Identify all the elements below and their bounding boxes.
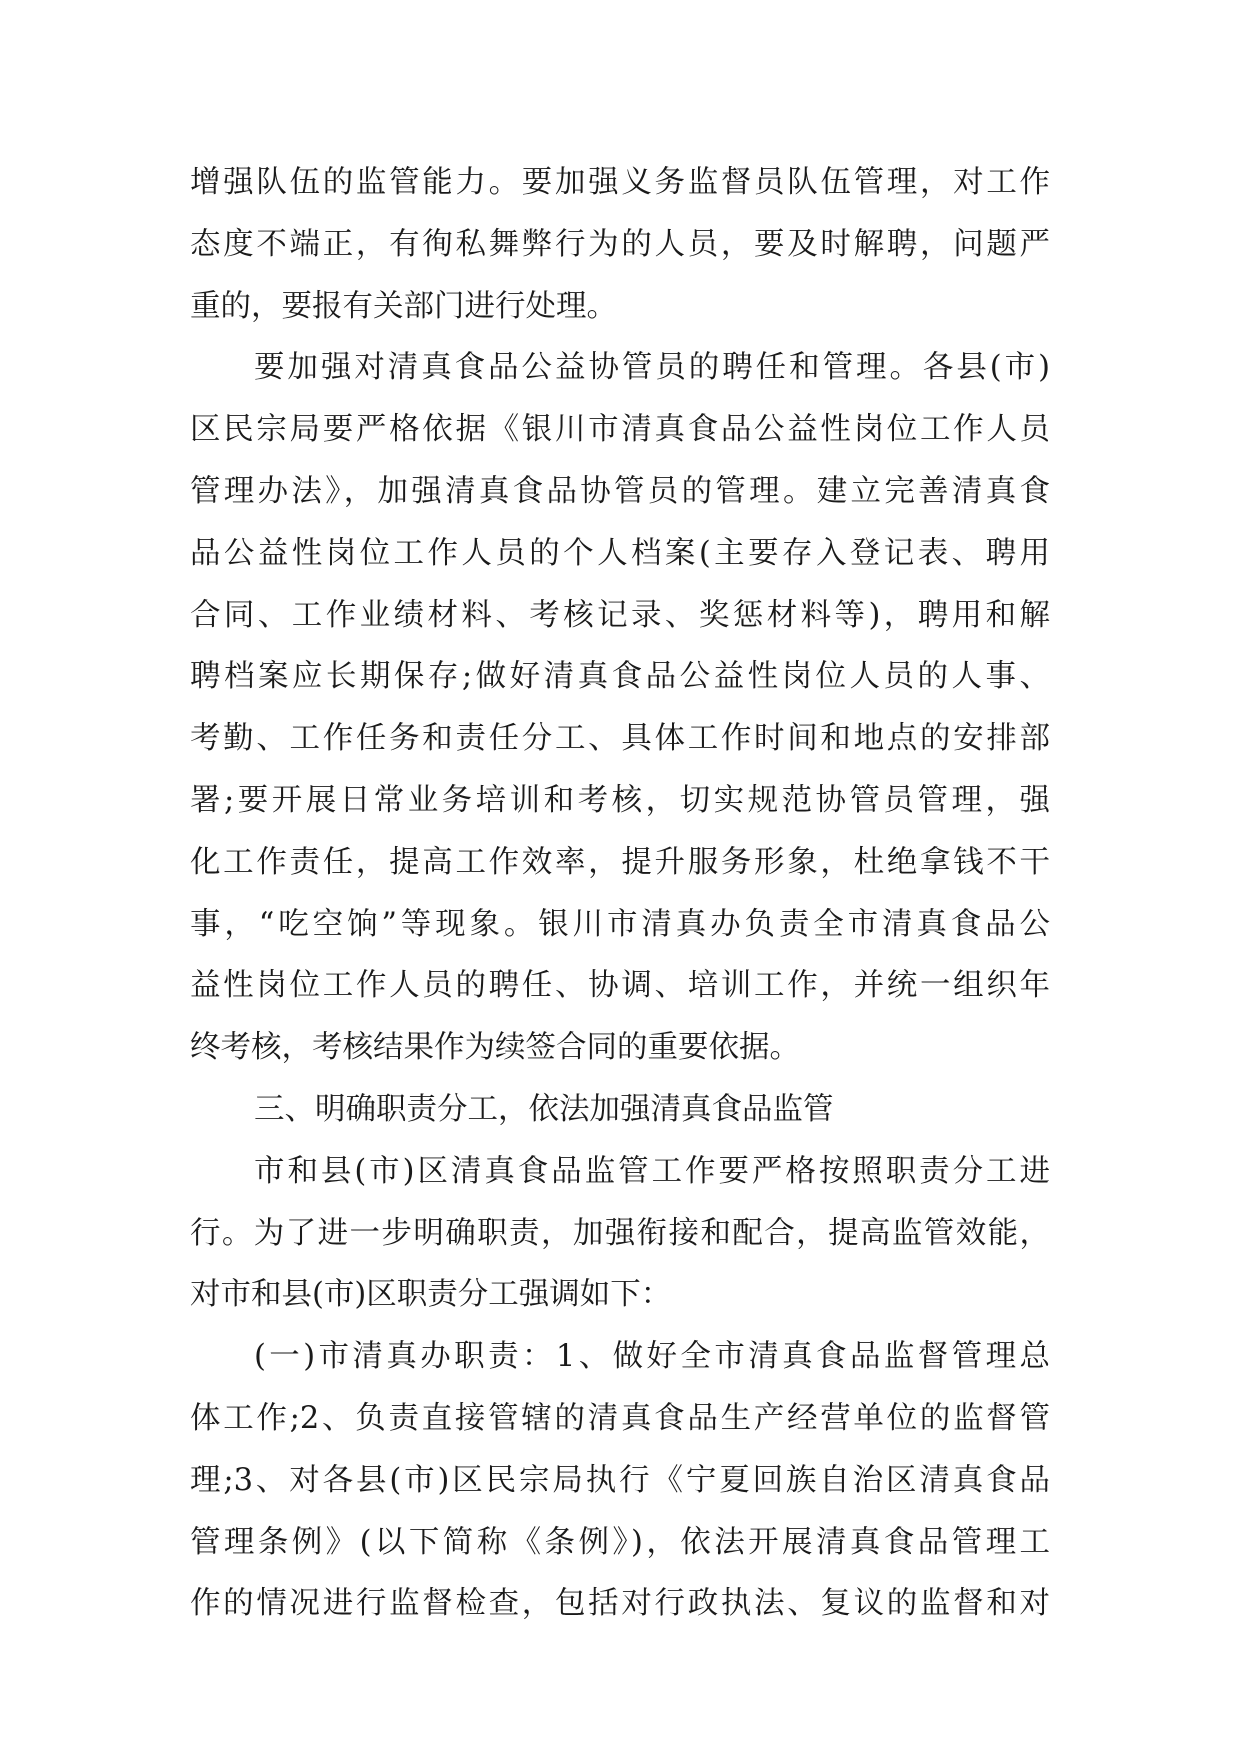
text-line: (一)市清真办职责：1、做好全市清真食品监督管理总 bbox=[254, 1339, 1050, 1375]
text-line: 要加强对清真食品公益协管员的聘任和管理。各县(市) bbox=[254, 350, 1050, 386]
text-line: 市和县(市)区清真食品监管工作要严格按照职责分工进 bbox=[254, 1153, 1050, 1189]
document-body bbox=[190, 152, 1050, 1635]
text-line: 行。为了进一步明确职责，加强衔接和配合，提高监管效能， bbox=[190, 1215, 1050, 1251]
paragraph bbox=[190, 1326, 1050, 1635]
text-line: 作的情况进行监督检查，包括对行政执法、复议的监督和对 bbox=[190, 1586, 1050, 1622]
text-line: 三、明确职责分工，依法加强清真食品监管 bbox=[254, 1091, 834, 1127]
text-line: 增强队伍的监管能力。要加强义务监督员队伍管理，对工作 bbox=[190, 165, 1050, 200]
text-line: 重的，要报有关部门进行处理。 bbox=[190, 288, 617, 324]
text-line: 管理办法》，加强清真食品协管员的管理。建立完善清真食 bbox=[190, 473, 1050, 509]
text-line: 终考核，考核结果作为续签合同的重要依据。 bbox=[190, 1030, 800, 1066]
paragraph bbox=[190, 152, 1050, 337]
text-line: 态度不端正，有徇私舞弊行为的人员，要及时解聘，问题严 bbox=[190, 226, 1050, 262]
paragraph bbox=[190, 1079, 1050, 1141]
text-line: 区民宗局要严格依据《银川市清真食品公益性岗位工作人员 bbox=[190, 412, 1050, 448]
text-line: 益性岗位工作人员的聘任、协调、培训工作，并统一组织年 bbox=[190, 968, 1050, 1004]
text-line: 理;3、对各县(市)区民宗局执行《宁夏回族自治区清真食品 bbox=[190, 1462, 1050, 1498]
text-line: 对市和县(市)区职责分工强调如下： bbox=[190, 1277, 672, 1313]
text-line: 体工作;2、负责直接管辖的清真食品生产经营单位的监督管 bbox=[190, 1400, 1050, 1436]
paragraph bbox=[190, 337, 1050, 1079]
text-line: 管理条例》(以下简称《条例》)，依法开展清真食品管理工 bbox=[190, 1524, 1050, 1560]
text-line: 署;要开展日常业务培训和考核，切实规范协管员管理，强 bbox=[190, 782, 1050, 818]
text-line: 聘档案应长期保存;做好清真食品公益性岗位人员的人事、 bbox=[190, 659, 1050, 695]
text-line: 品公益性岗位工作人员的个人档案(主要存入登记表、聘用 bbox=[190, 535, 1050, 571]
text-line: 化工作责任，提高工作效率，提升服务形象，杜绝拿钱不干 bbox=[190, 844, 1050, 880]
paragraph bbox=[190, 1141, 1050, 1326]
text-line: 合同、工作业绩材料、考核记录、奖惩材料等)，聘用和解 bbox=[190, 597, 1050, 633]
text-line: 事，“吃空饷”等现象。银川市清真办负责全市清真食品公 bbox=[190, 906, 1050, 942]
text-line: 考勤、工作任务和责任分工、具体工作时间和地点的安排部 bbox=[190, 721, 1050, 757]
